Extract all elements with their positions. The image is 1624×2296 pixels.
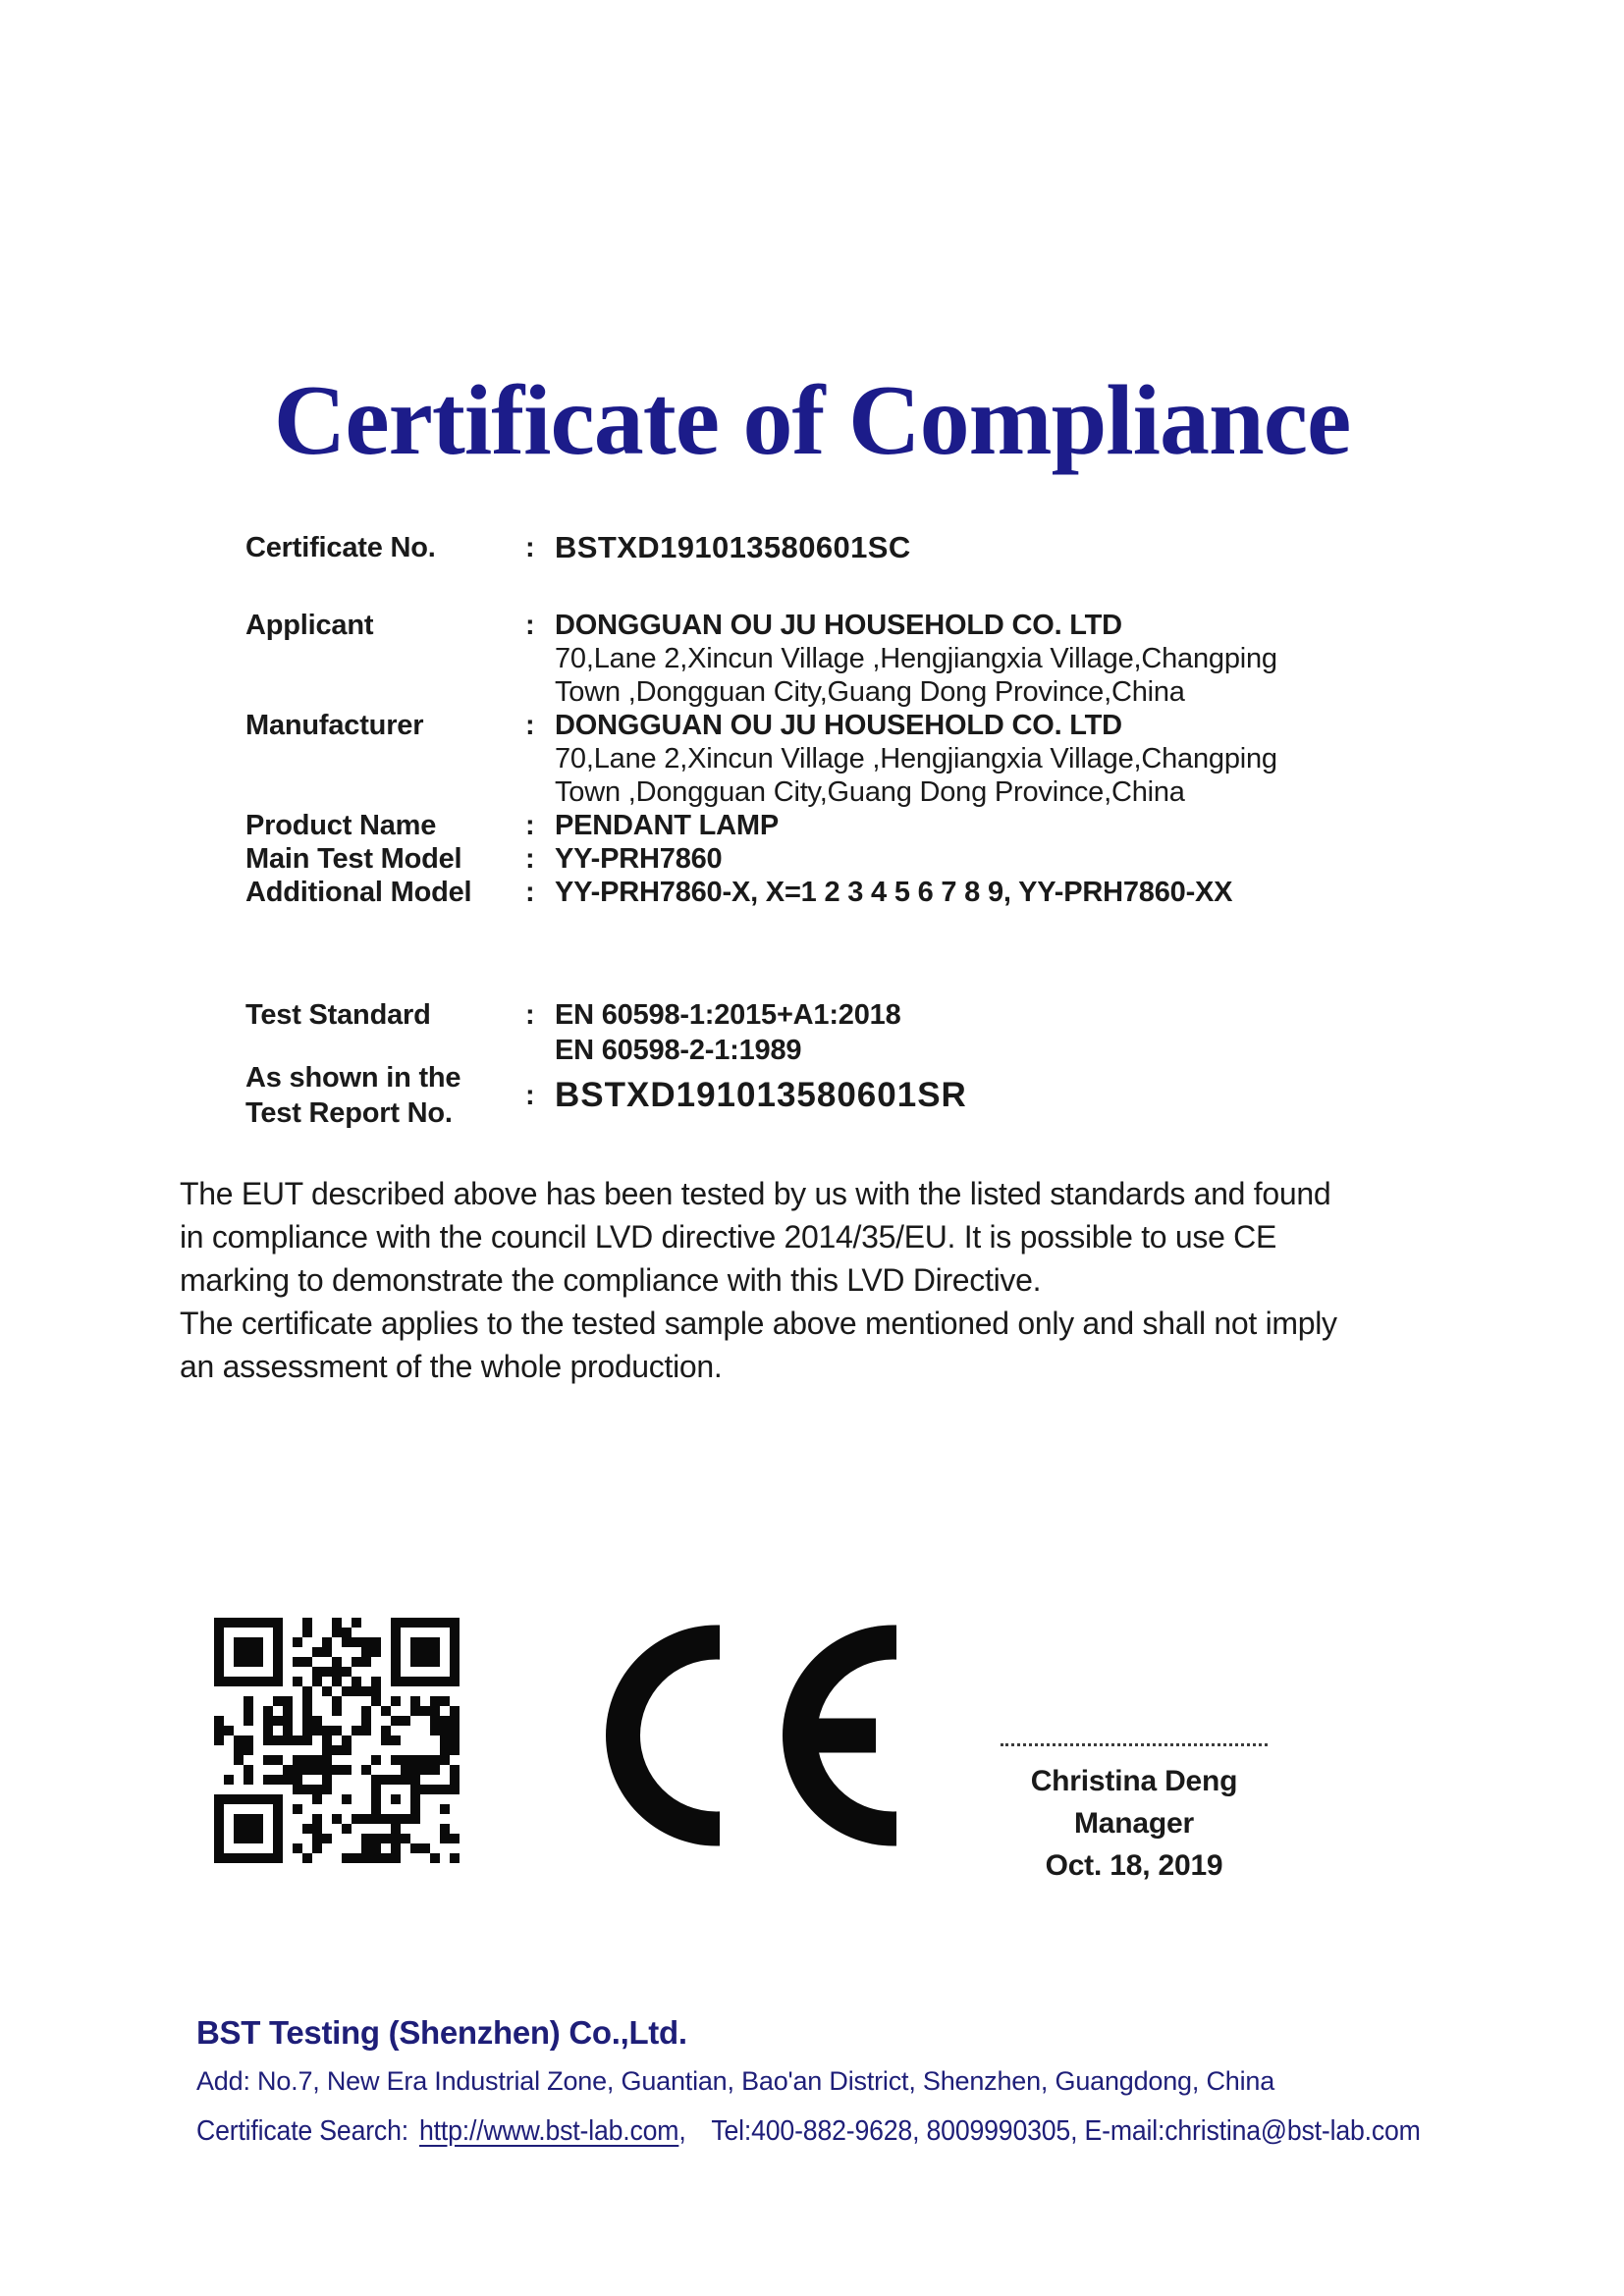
- main-test-model: YY-PRH7860: [555, 843, 723, 875]
- field-label: Product Name: [245, 810, 437, 841]
- applicant-name: DONGGUAN OU JU HOUSEHOLD CO. LTD: [555, 610, 1122, 641]
- qr-code: [214, 1618, 460, 1863]
- field-label: Applicant: [245, 610, 374, 641]
- field-row-manufacturer-address-1: [245, 742, 1585, 775]
- applicant-address: 70,Lane 2,Xincun Village ,Hengjiangxia Village,Changping: [555, 643, 1277, 674]
- test-report-number: BSTXD191013580601SR: [555, 1076, 967, 1114]
- test-standard-1: EN 60598-1:2015+A1:2018: [555, 999, 901, 1031]
- manufacturer-address: Town ,Dongguan City,Guang Dong Province,China: [555, 776, 1185, 808]
- colon-separator: :: [525, 532, 535, 563]
- certificate-search-url[interactable]: http://www.bst-lab.com: [419, 2115, 679, 2147]
- field-label: Manufacturer: [245, 710, 424, 741]
- test-report-section: [245, 1060, 1585, 1131]
- signature-date: Oct. 18, 2019: [1045, 1849, 1223, 1882]
- certificate-search-row: [196, 2113, 1421, 2149]
- additional-model: YY-PRH7860-X, X=1 2 3 4 5 6 7 8 9, YY-PRH7860-XX: [555, 877, 1233, 908]
- signatory-name: Christina Deng: [1030, 1765, 1238, 1797]
- certificate-info: [245, 531, 1585, 909]
- field-row-applicant: [245, 609, 1585, 642]
- report-label-line2: Test Report No.: [245, 1097, 453, 1129]
- manufacturer-name: DONGGUAN OU JU HOUSEHOLD CO. LTD: [555, 710, 1122, 741]
- colon-separator: :: [525, 877, 535, 908]
- field-row-additional-model: [245, 876, 1585, 909]
- product-name: PENDANT LAMP: [555, 810, 779, 841]
- field-label: Main Test Model: [245, 843, 462, 875]
- issuer-company-name: BST Testing (Shenzhen) Co.,Ltd.: [196, 2014, 687, 2051]
- declaration-line: marking to demonstrate the compliance with this LVD Directive.: [180, 1262, 1042, 1298]
- field-label: Test Standard: [245, 999, 431, 1031]
- test-standard-section: [245, 997, 1585, 1068]
- colon-separator: :: [525, 843, 535, 875]
- issuer-contact: Tel:400-882-9628, 8009990305, E-mail:christina@bst-lab.com: [711, 2115, 1421, 2147]
- test-standard-2: EN 60598-2-1:1989: [555, 1035, 802, 1066]
- manufacturer-address: 70,Lane 2,Xincun Village ,Hengjiangxia Village,Changping: [555, 743, 1277, 774]
- ce-mark-icon: [606, 1625, 896, 1846]
- signature-block: [962, 1743, 1306, 1887]
- field-row-applicant-address-1: [245, 642, 1585, 675]
- colon-separator: :: [525, 999, 535, 1031]
- spacer: [245, 564, 1585, 609]
- report-label-line1: As shown in the: [245, 1062, 461, 1094]
- field-row-manufacturer-address-2: [245, 775, 1585, 809]
- declaration-paragraph: [180, 1172, 1495, 1388]
- page-title: Certificate of Compliance: [273, 365, 1351, 476]
- colon-separator: :: [525, 810, 535, 841]
- declaration-line: an assessment of the whole production.: [180, 1349, 723, 1384]
- certificate-search-label: Certificate Search:: [196, 2115, 408, 2147]
- signature-dotted-line: [1001, 1743, 1268, 1746]
- issuer-footer: [196, 2014, 1527, 2149]
- declaration-line: in compliance with the council LVD directive 2014/35/EU. It is possible to use CE: [180, 1219, 1277, 1255]
- issuer-address: Add: No.7, New Era Industrial Zone, Guantian, Bao'an District, Shenzhen, Guangdong, China: [196, 2066, 1275, 2096]
- certificate-number: BSTXD191013580601SC: [555, 530, 911, 564]
- colon-separator: :: [525, 710, 535, 741]
- field-row-applicant-address-2: [245, 675, 1585, 709]
- colon-separator: :: [525, 1079, 535, 1111]
- applicant-address: Town ,Dongguan City,Guang Dong Province,China: [555, 676, 1185, 708]
- colon-separator: :: [525, 610, 535, 641]
- signatory-role: Manager: [1074, 1807, 1194, 1840]
- field-label: Additional Model: [245, 877, 472, 908]
- field-label: [245, 1060, 525, 1131]
- field-row-product-name: [245, 809, 1585, 842]
- field-row-manufacturer: [245, 709, 1585, 742]
- field-row-main-test-model: [245, 842, 1585, 876]
- declaration-line: The EUT described above has been tested by us with the listed standards and found: [180, 1176, 1331, 1211]
- declaration-line: The certificate applies to the tested sample above mentioned only and shall not imply: [180, 1306, 1337, 1341]
- url-comma: ,: [678, 2115, 686, 2147]
- field-row-test-standard: [245, 997, 1585, 1033]
- field-label: Certificate No.: [245, 532, 436, 563]
- field-row-certificate-no: [245, 531, 1585, 564]
